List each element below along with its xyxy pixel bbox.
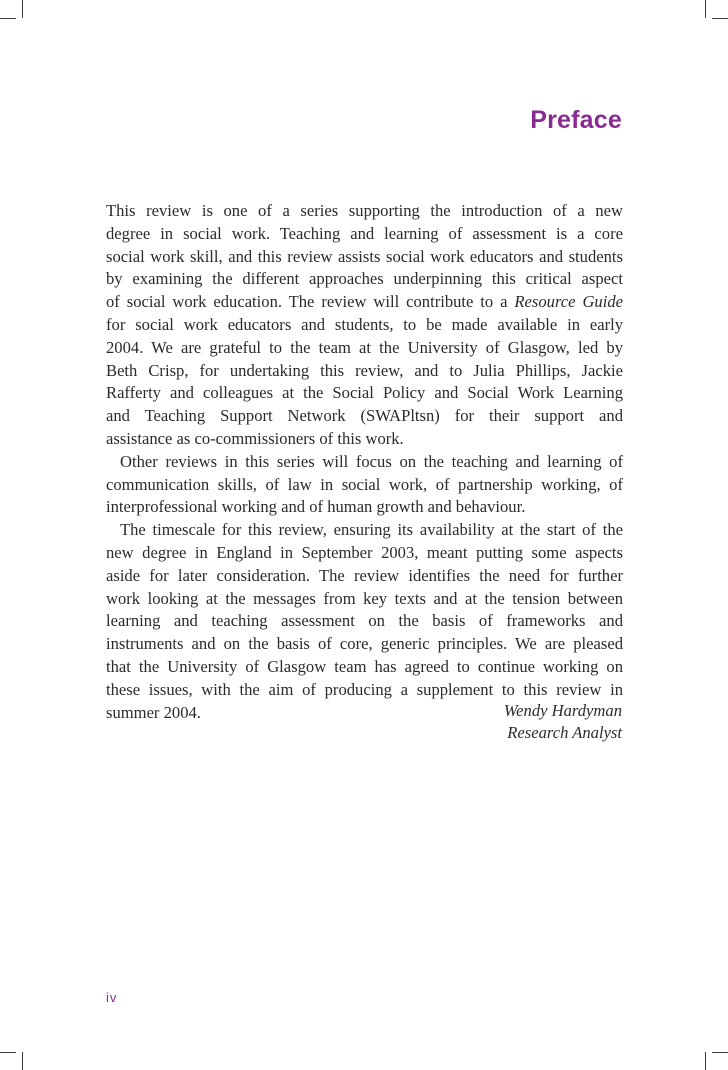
text-line: that the University of Glasgow team has agreed to continue working on — [106, 656, 623, 676]
text-line: new degree in England in September 2003, meant putting some aspects — [106, 542, 623, 562]
text-line: these issues, with the aim of producing a supplement to this review in — [106, 679, 623, 699]
text-line: degree in social work. Teaching and learning of assessment is a core — [106, 223, 623, 243]
text-line: by examining the different approaches underpinning this critical aspect — [106, 269, 623, 289]
text-line: work looking at the messages from key texts and at the tension between — [106, 588, 623, 608]
page-title: Preface — [530, 106, 622, 134]
text-line: interprofessional working and of human growth and behaviour. — [106, 497, 526, 517]
text-line: The timescale for this review, ensuring its availability at the start of the — [120, 520, 623, 540]
text-line: This review is one of a series supporting the introduction of a new — [106, 201, 623, 220]
text-line: Other reviews in this series will focus on the teaching and learning of — [120, 451, 623, 471]
text-line: communication skills, of law in social work, of partnership working, of — [106, 474, 623, 494]
text-line: for social work educators and students, to be made available in early — [106, 314, 623, 334]
crop-mark — [0, 18, 16, 19]
crop-mark — [22, 1052, 23, 1070]
text-line: summer 2004. — [106, 702, 201, 722]
crop-mark — [22, 0, 23, 18]
resource-guide-title: Resource Guide — [514, 292, 623, 312]
text-line: 2004. We are grateful to the team at the University of Glasgow, led by — [106, 337, 623, 357]
text-line: instruments and on the basis of core, generic principles. We are pleased — [106, 634, 623, 654]
crop-mark — [712, 1052, 728, 1053]
page-number: iv — [106, 990, 118, 1005]
text-line: and Teaching Support Network (SWAPltsn) for their support and — [106, 406, 623, 426]
preface-body — [106, 200, 623, 724]
text-line: learning and teaching assessment on the basis of frameworks and — [106, 611, 623, 631]
text-span: of social work education. The review will contribute to a — [106, 292, 515, 312]
text-line: Rafferty and colleagues at the Social Policy and Social Work Learning — [106, 383, 623, 403]
crop-mark — [712, 18, 728, 19]
crop-mark — [0, 1052, 16, 1053]
text-line: aside for later consideration. The review identifies the need for further — [106, 565, 623, 585]
crop-mark — [705, 0, 706, 18]
text-line: Beth Crisp, for undertaking this review, and to Julia Phillips, Jackie — [106, 360, 623, 380]
text-line: social work skill, and this review assists social work educators and students — [106, 246, 623, 266]
text-line — [106, 291, 623, 314]
crop-mark — [705, 1052, 706, 1070]
text-line: assistance as co-commissioners of this work. — [106, 428, 404, 448]
signature-role: Research Analyst — [507, 723, 622, 742]
signature-name: Wendy Hardyman — [503, 701, 622, 720]
